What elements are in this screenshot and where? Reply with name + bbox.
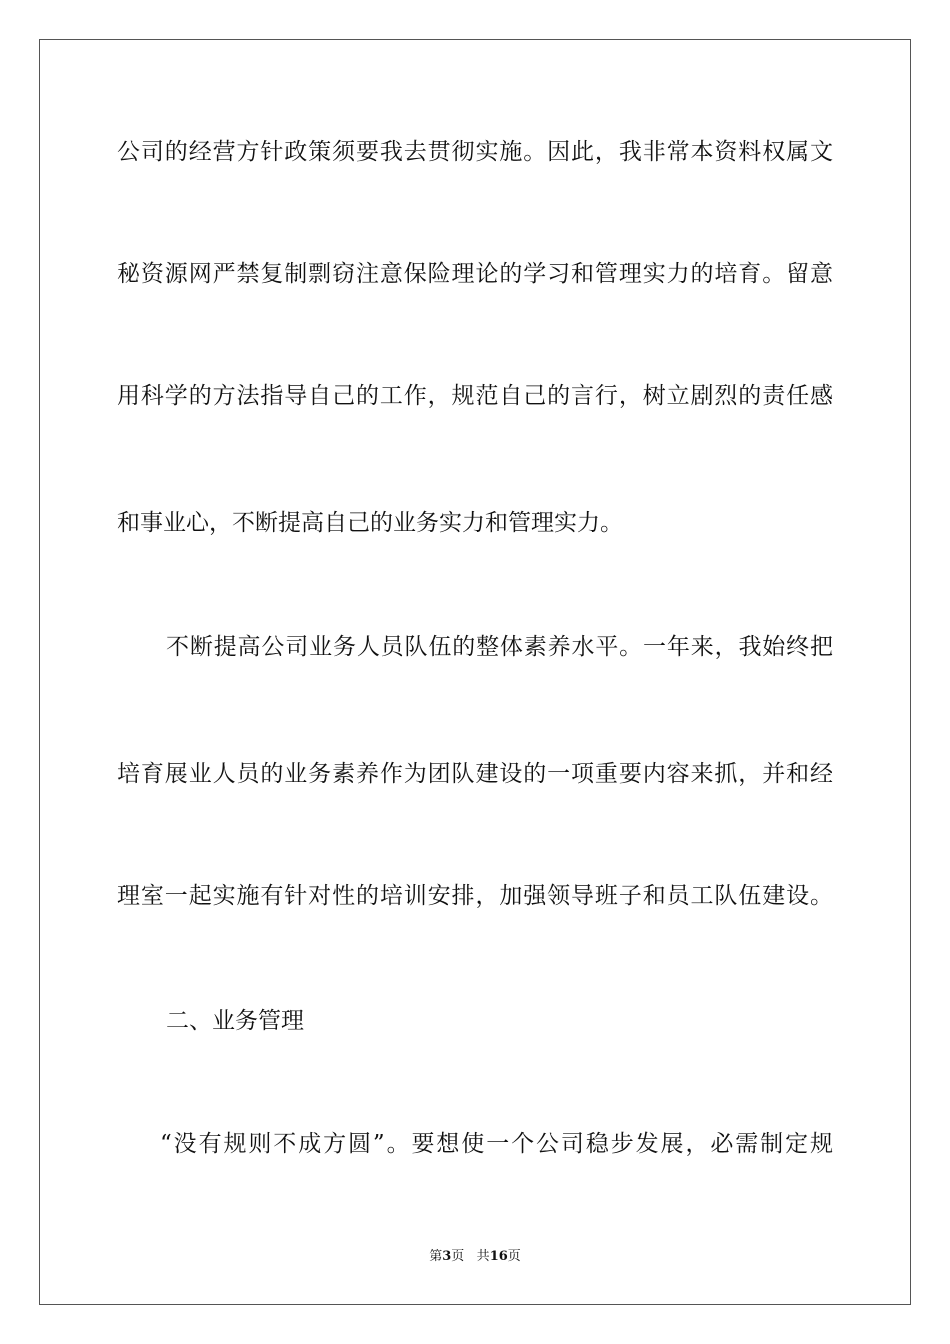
- page-footer: [0, 1248, 950, 1266]
- footer-total-prefix: 共: [476, 1249, 490, 1264]
- body-line-2: 秘资源网严禁复制剽窃注意保险理论的学习和管理实力的培育。留意: [117, 261, 833, 287]
- page-border: [39, 39, 911, 1305]
- body-line-3: 用科学的方法指导自己的工作，规范自己的言行，树立剧烈的责任感: [117, 383, 833, 409]
- footer-page-suffix: 页: [451, 1249, 465, 1264]
- footer-prefix: 第: [429, 1249, 443, 1264]
- body-line-5: 不断提高公司业务人员队伍的整体素养水平。一年来，我始终把: [166, 634, 833, 660]
- body-line-6: 培育展业人员的业务素养作为团队建设的一项重要内容来抓，并和经: [117, 761, 833, 787]
- body-line-7: 理室一起实施有针对性的培训安排，加强领导班子和员工队伍建设。: [117, 883, 833, 909]
- section-heading: 二、业务管理: [166, 1008, 304, 1034]
- footer-page-number: 3: [442, 1249, 452, 1264]
- body-line-1: 公司的经营方针政策须要我去贯彻实施。因此，我非常本资料权属文: [117, 139, 833, 165]
- body-line-4: 和事业心，不断提高自己的业务实力和管理实力。: [117, 510, 623, 536]
- footer-total-suffix: 页: [507, 1249, 521, 1264]
- footer-total-number: 16: [489, 1249, 508, 1264]
- body-line-8: “没有规则不成方圆”。要想使一个公司稳步发展，必需制定规: [160, 1131, 833, 1157]
